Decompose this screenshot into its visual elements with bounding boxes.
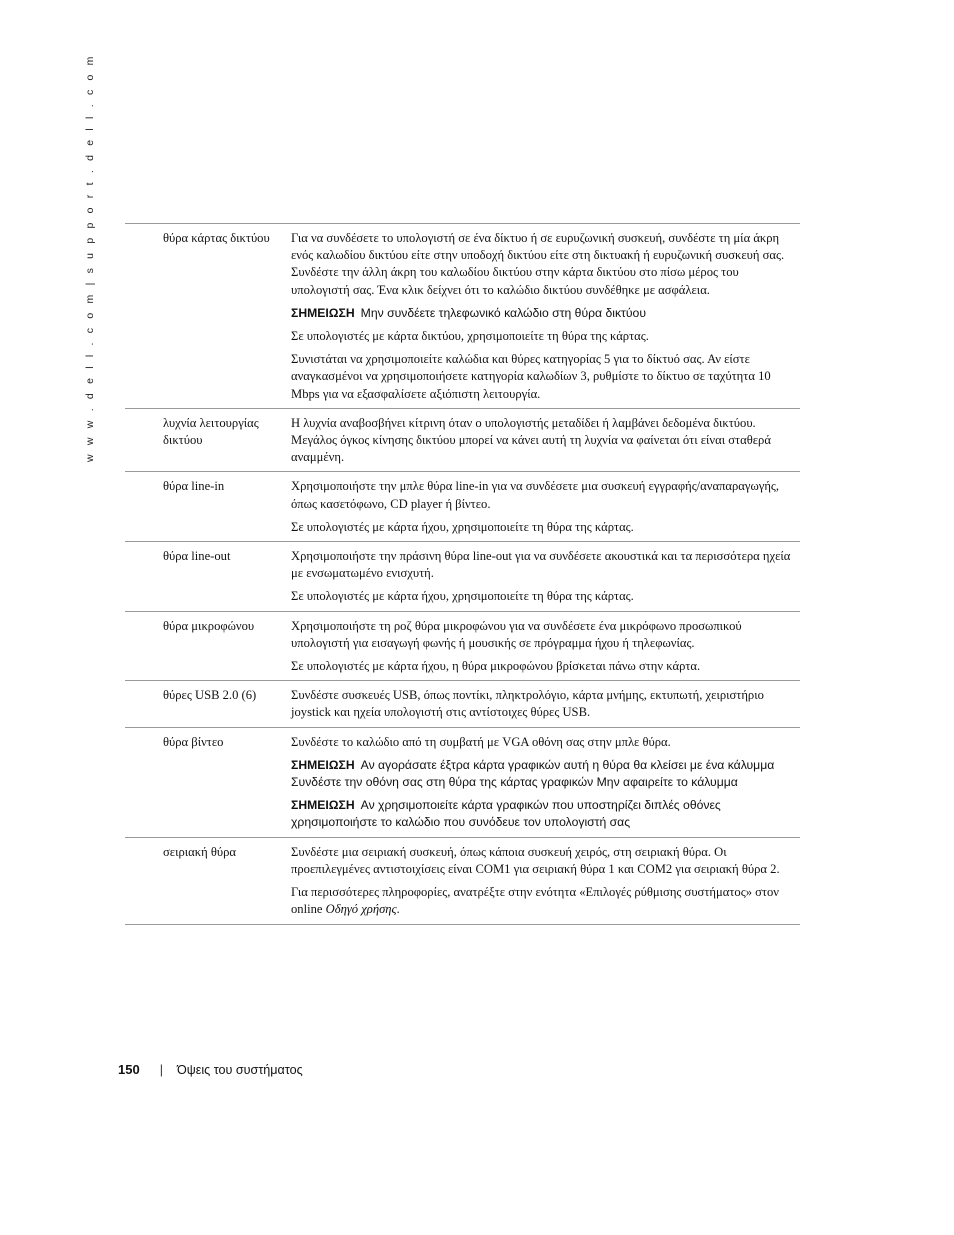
note-text: Αν χρησιμοποιείτε κάρτα γραφικών που υποστηρίζει διπλές οθόνες χρησιμοποιήστε το καλώδιο που συνόδευε τον υπολογιστή σας [291,798,721,830]
row-description [291,734,800,832]
table-row [125,472,800,542]
paragraph: Για να συνδέσετε το υπολογιστή σε ένα δίκτυο ή σε ευρυζωνική συσκευή, συνδέστε τη μία άκρη ενός καλωδίου δικτύου είτε στην υποδοχή δικτύου είτε στη δικτυακή ή ευρυζωνική συσκευή σας. Συνδέστε την άλλη άκρη του καλωδίου δικτύου στην κάρτα δικτύου στο πίσω μέρος του υπολογιστή σας. Ένα κλικ δείχνει ότι το καλώδιο δικτύου συνδέθηκε με ασφάλεια. [291,231,785,297]
guide-title: Οδηγό χρήσης [325,902,397,917]
row-term: θύρα βίντεο [163,734,224,749]
paragraph [291,884,796,918]
paragraph: Συνδέστε συσκευές USB, όπως ποντίκι, πληκτρολόγιο, κάρτα μνήμης, εκτυπωτή, χειριστήριο joystick και ηχεία υπολογιστή στις αντίστοιχες θύρες USB. [291,688,764,720]
note-text: Αν αγοράσατε έξτρα κάρτα γραφικών αυτή η θύρα θα κλείσει με ένα κάλυμμα Συνδέστε την οθόνη σας στη θύρα της κάρτας γραφικών Μην αφαιρείτε το κάλυμμα [291,757,775,790]
note [291,305,796,322]
paragraph: Σε υπολογιστές με κάρτα ήχου, χρησιμοποιείτε τη θύρα της κάρτας. [291,589,634,604]
note [291,797,796,831]
table-row [125,838,800,925]
paragraph: Χρησιμοποιήστε τη ροζ θύρα μικροφώνου για να συνδέσετε ένα μικρόφωνο προσωπικού υπολογιστή για εισαγωγή φωνής ή μουσικής σε πρόγραμμα ήχου ή τηλεφωνίας. [291,618,742,650]
row-description [291,687,800,721]
page-footer [118,1062,303,1077]
footer-separator: | [159,1062,163,1077]
row-term: θύρα μικροφώνου [163,618,255,633]
paragraph-tail: . [396,902,400,917]
row-term: λυχνία λειτουργίας δικτύου [163,415,259,448]
table-row [125,728,800,838]
table-row [125,542,800,612]
row-term: θύρα line-out [163,549,231,564]
table-row [125,681,800,727]
paragraph: Σε υπολογιστές με κάρτα ήχου, χρησιμοποιείτε τη θύρα της κάρτας. [291,519,634,534]
side-url: w w w . d e l l . c o m | s u p p o r t . d e l l . c o m [84,53,96,462]
paragraph: Σε υπολογιστές με κάρτα δικτύου, χρησιμοποιείτε τη θύρα της κάρτας. [291,329,649,344]
note [291,757,796,791]
section-title: Όψεις του συστήματος [176,1062,303,1077]
row-description [291,415,800,467]
ports-table [125,223,800,925]
row-term: θύρα line-in [163,479,225,494]
note-label: ΣΗΜΕΙΩΣΗ [291,305,355,320]
row-term: θύρες USB 2.0 (6) [163,688,257,703]
row-term: θύρα κάρτας δικτύου [163,231,270,245]
note-label: ΣΗΜΕΙΩΣΗ [291,798,355,813]
paragraph: Σε υπολογιστές με κάρτα ήχου, η θύρα μικροφώνου βρίσκεται πάνω στην κάρτα. [291,659,701,674]
paragraph: Συνιστάται να χρησιμοποιείτε καλώδια και θύρες κατηγορίας 5 για το δίκτυό σας. Αν είστε αναγκασμένοι να χρησιμοποιήσετε κατηγορία καλωδίων 3, ρυθμίστε το δίκτυο σε ταχύτητα 10 Mbps για να εξασφαλίσετε αξιόπιστη λειτουργία. [291,352,771,401]
row-description [291,618,800,676]
paragraph: Χρησιμοποιήστε την πράσινη θύρα line-out για να συνδέσετε ακουστικά και τα περισσότερα ηχεία με ενσωματωμένο ενισχυτή. [291,549,791,581]
paragraph: Η λυχνία αναβοσβήνει κίτρινη όταν ο υπολογιστής μεταδίδει ή λαμβάνει δεδομένα δικτύου. Μεγάλος όγκος κίνησης δικτύου μπορεί να κάνει αυτή τη λυχνία να φαίνεται ότι είναι σταθερά αναμμένη. [291,415,771,465]
page-number: 150 [118,1062,140,1077]
row-description [291,844,800,919]
paragraph-text: Για περισσότερες πληροφορίες, ανατρέξτε στην ενότητα «Επιλογές ρύθμισης συστήματος» στον online [291,885,779,917]
table-row [125,224,800,409]
row-description [291,548,800,606]
row-description [291,478,800,536]
paragraph: Χρησιμοποιήστε την μπλε θύρα line-in για να συνδέσετε μια συσκευή εγγραφής/αναπαραγωγής, όπως κασετόφωνο, CD player ή βίντεο. [291,479,780,511]
paragraph: Συνδέστε το καλώδιο από τη συμβατή με VGA οθόνη σας στην μπλε θύρα. [291,734,671,749]
row-description [291,230,800,403]
paragraph: Συνδέστε μια σειριακή συσκευή, όπως κάποια συσκευή χειρός, στη σειριακή θύρα. Οι προεπιλεγμένες αντιστοιχίσεις είναι COM1 για σειριακή θύρα 1 και COM2 για σειριακή θύρα 2. [291,844,780,876]
row-term: σειριακή θύρα [163,844,236,859]
table-row [125,409,800,473]
table-row [125,612,800,682]
note-label: ΣΗΜΕΙΩΣΗ [291,757,355,772]
note-text: Μην συνδέετε τηλεφωνικό καλώδιο στη θύρα δικτύου [360,305,646,320]
